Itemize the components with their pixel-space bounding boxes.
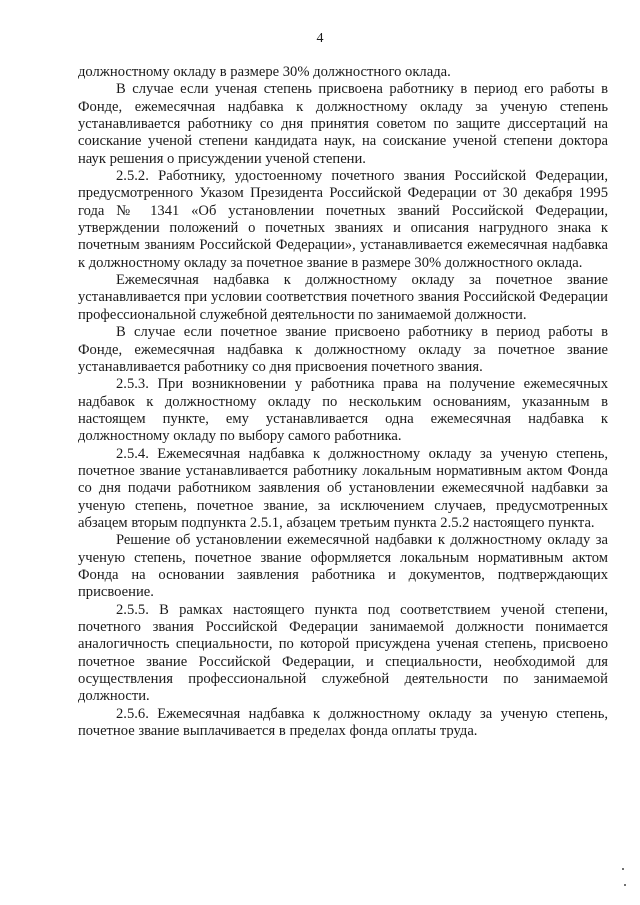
document-body	[78, 64, 608, 740]
scan-speck	[624, 884, 626, 886]
paragraph-2-5-5: 2.5.5. В рамках настоящего пункта под соответствием ученой степени, почетного звания Российской Федерации занимаемой должности понимается аналогичность специальности, по которой присуждена ученая степень, присвоено почетное звание Российской Федерации, и специальности, необходимой для осуществления профессиональной служебной деятельности по занимаемой должности.	[78, 601, 608, 705]
paragraph-decision: Решение об установлении ежемесячной надбавки к должностному окладу за ученую степень, почетное звание оформляется локальным нормативным актом Фонда на основании заявления работника и документов, подтверждающих присвоение.	[78, 532, 608, 601]
paragraph-2-5-4: 2.5.4. Ежемесячная надбавка к должностному окладу за ученую степень, почетное звание устанавливается работнику локальным нормативным актом Фонда со дня подачи работником заявления об установлении ежемесячной надбавки за ученую степень, почетное звание, за исключением случаев, предусмотренных абзацем вторым подпункта 2.5.1, абзацем третьим пункта 2.5.2 настоящего пункта.	[78, 445, 608, 531]
paragraph-2-5-2: 2.5.2. Работнику, удостоенному почетного звания Российской Федерации, предусмотренного Указом Президента Российской Федерации от 30 декабря 1995 года № 1341 «Об установлении почетных званий Российской Федерации, утверждении положений о почетных званиях и описания нагрудного знака к почетным званиям Российской Федерации», устанавливается ежемесячная надбавка к должностному окладу за почетное звание в размере 30% должностного оклада.	[78, 168, 608, 271]
paragraph-2-5-6: 2.5.6. Ежемесячная надбавка к должностному окладу за ученую степень, почетное звание выплачивается в пределах фонда оплаты труда.	[78, 705, 608, 740]
paragraph-honorary-title-condition: Ежемесячная надбавка к должностному окладу за почетное звание устанавливается при условии соответствия почетного звания Российской Федерации профессиональной служебной деятельности по занимаемой должности.	[78, 272, 608, 323]
paragraph-continuation: должностному окладу в размере 30% должностного оклада.	[78, 64, 451, 80]
page-number: 4	[316, 31, 324, 46]
paragraph-degree-during-employment: В случае если ученая степень присвоена работнику в период его работы в Фонде, ежемесячная надбавка к должностному окладу за ученую степень устанавливается работнику со дня принятия советом по защите диссертаций на соискание ученой степени кандидата наук, на соискание ученой степени доктора наук решения о присуждении ученой степени.	[78, 81, 608, 167]
paragraph-2-5-3: 2.5.3. При возникновении у работника права на получение ежемесячных надбавок к должностному окладу по нескольким основаниям, указанным в настоящем пункте, ему устанавливается одна ежемесячная надбавка к должностному окладу по выбору самого работника.	[78, 376, 608, 445]
scan-speck	[622, 868, 624, 870]
paragraph-title-during-employment: В случае если почетное звание присвоено работнику в период работы в Фонде, ежемесячная надбавка к должностному окладу за почетное звание устанавливается работнику со дня присвоения почетного звания.	[78, 324, 608, 375]
